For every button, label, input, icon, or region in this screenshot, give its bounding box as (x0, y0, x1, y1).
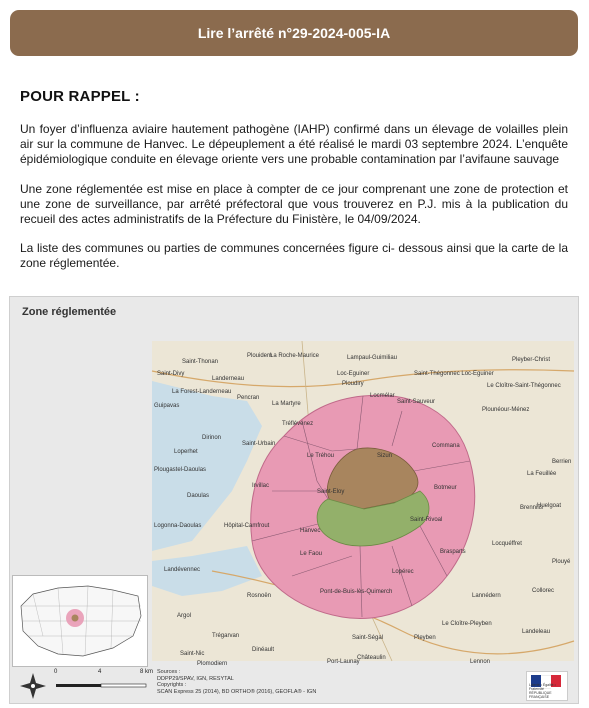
town-label: Landévennec (164, 567, 201, 573)
scale-bar (54, 681, 154, 693)
town-label: Sizun (377, 453, 393, 459)
locator-inset (12, 575, 148, 667)
town-label: Argol (177, 613, 192, 619)
town-label: Lopérec (392, 569, 414, 575)
map-area (152, 341, 574, 667)
town-label: Landerneau (212, 376, 245, 382)
town-label: Plougastel-Daoulas (154, 467, 207, 473)
town-label: La Martyre (272, 401, 301, 407)
paragraph-zone: Une zone réglementée est mise en place à compter de ce jour comprenant une zone de protection et une zone de surveillance, par arrêté préfectoral que vous trouverez en P.J. mis à la publication du recueil des actes administratifs de la Préfecture du Finistère, le 04/09/2024. (20, 182, 568, 226)
town-label: Pencran (237, 395, 260, 401)
town-label: Botmeur (434, 485, 457, 491)
town-label: Le Faou (300, 551, 323, 557)
town-label: Saint-Ségal (352, 635, 384, 641)
source-line: Sources : (157, 669, 181, 675)
town-label: Le Tréhou (307, 453, 335, 459)
republique-logo (526, 671, 568, 701)
town-label: La Forest-Landerneau (172, 389, 232, 395)
scale-label-0: 0 (54, 669, 58, 675)
town-label: Commana (432, 443, 460, 449)
town-label: Logonna-Daoulas (154, 523, 202, 529)
town-label: Brennilis (520, 505, 544, 511)
town-label: Saint-Thonan (182, 359, 219, 365)
town-label: Collorec (532, 588, 555, 594)
town-label: Pleyber-Christ (512, 357, 551, 363)
scale-label-8: 8 km (140, 669, 154, 675)
town-label: Irvillac (252, 483, 270, 489)
map-footer (12, 669, 576, 703)
town-label: Lannédern (472, 593, 501, 599)
town-label: Guipavas (154, 403, 180, 409)
town-label: Le Cloître-Pleyben (442, 621, 492, 627)
town-label: Saint-Sauveur (397, 399, 436, 405)
flag-country: RÉPUBLIQUE FRANÇAISE (529, 691, 552, 699)
town-label: Pleyben (414, 635, 436, 641)
town-label: Plouidern (247, 353, 273, 359)
town-label: Loperhet (174, 449, 198, 455)
paragraph-outbreak: Un foyer d’influenza aviaire hautement pathogène (IAHP) confirmé dans un élevage de volailles plein air sur la commune de Hanvec. Le dépeuplement a été réalisé le mardi 03 septembre 2024. L’enquête épidémiologique conduite en élevage oriente vers une probable contamination par l’avifaune sauvage (20, 122, 568, 166)
map-sources (157, 669, 316, 695)
town-label: Le Cloître-Saint-Thégonnec (487, 383, 561, 389)
town-label: Saint-Urbain (242, 441, 276, 447)
town-label: Hanvec (300, 528, 321, 534)
flag-motto: Liberté • Égalité • Fraternité (529, 683, 556, 691)
town-label: Locmélar (370, 393, 395, 399)
town-label: Trégarvan (212, 633, 240, 639)
town-label: Dirinon (202, 435, 222, 441)
town-label: Plomodiern (197, 661, 228, 667)
town-label: Saint-Thégonnec Loc-Eguiner (414, 371, 494, 377)
paragraph-communes: La liste des communes ou parties de communes concernées figure ci- dessous ainsi que la carte de la zone réglementée. (20, 241, 568, 270)
town-label: Lennon (470, 659, 491, 665)
town-label: La Feuillée (527, 471, 557, 477)
town-label: Saint-Divy (157, 371, 185, 377)
town-label: Plounéour-Ménez (482, 407, 530, 413)
town-label: Rosnoën (247, 593, 272, 599)
town-label: Hôpital-Camfrout (224, 523, 270, 529)
town-label: Berrien (552, 459, 572, 465)
town-label: La Roche-Maurice (270, 353, 320, 359)
read-decree-button[interactable] (10, 10, 578, 56)
scale-label-4: 4 (98, 669, 102, 675)
town-label: Plouyé (552, 559, 571, 565)
republique-text (529, 683, 567, 699)
source-line: DDPP29/SPAV, IGN, RESYTAL (157, 675, 234, 682)
town-label: Saint-Eloy (317, 489, 345, 495)
town-label: Dinéault (252, 647, 275, 653)
town-label: Saint-Rivoal (410, 517, 443, 523)
town-label: Ploudiry (342, 381, 364, 387)
town-label: Brasparts (440, 549, 466, 555)
town-label: Port-Launay (327, 659, 360, 665)
town-label: Pont-de-Buis-lès-Quimerch (320, 589, 393, 595)
town-label: Locquéffret (492, 541, 522, 547)
locator-svg (13, 576, 147, 666)
town-label: Lampaul-Guimiliau (347, 355, 398, 361)
town-label: Landeleau (522, 629, 551, 635)
source-line: Copyrights : (157, 682, 187, 689)
source-line: SCAN Express 25 (2014), BD ORTHO® (2016), GEOFLA® - IGN (157, 688, 317, 695)
town-label: Tréflévénez (282, 421, 314, 427)
compass-icon (18, 671, 48, 701)
town-label: Daoulas (187, 493, 210, 499)
locator-protection (72, 615, 79, 622)
town-label: Saint-Nic (180, 651, 205, 657)
map-svg (152, 341, 574, 667)
town-label: Loc-Eguiner (337, 371, 370, 377)
map-title: Zone réglementée (22, 306, 117, 318)
read-decree-label: Lire l’arrêté n°29-2024-005-IA (197, 25, 391, 41)
zone-map (9, 296, 579, 704)
town-label: Châteaulin (357, 655, 386, 661)
town-label: Huelgoat (537, 503, 562, 509)
page-heading: POUR RAPPEL : (20, 88, 140, 105)
